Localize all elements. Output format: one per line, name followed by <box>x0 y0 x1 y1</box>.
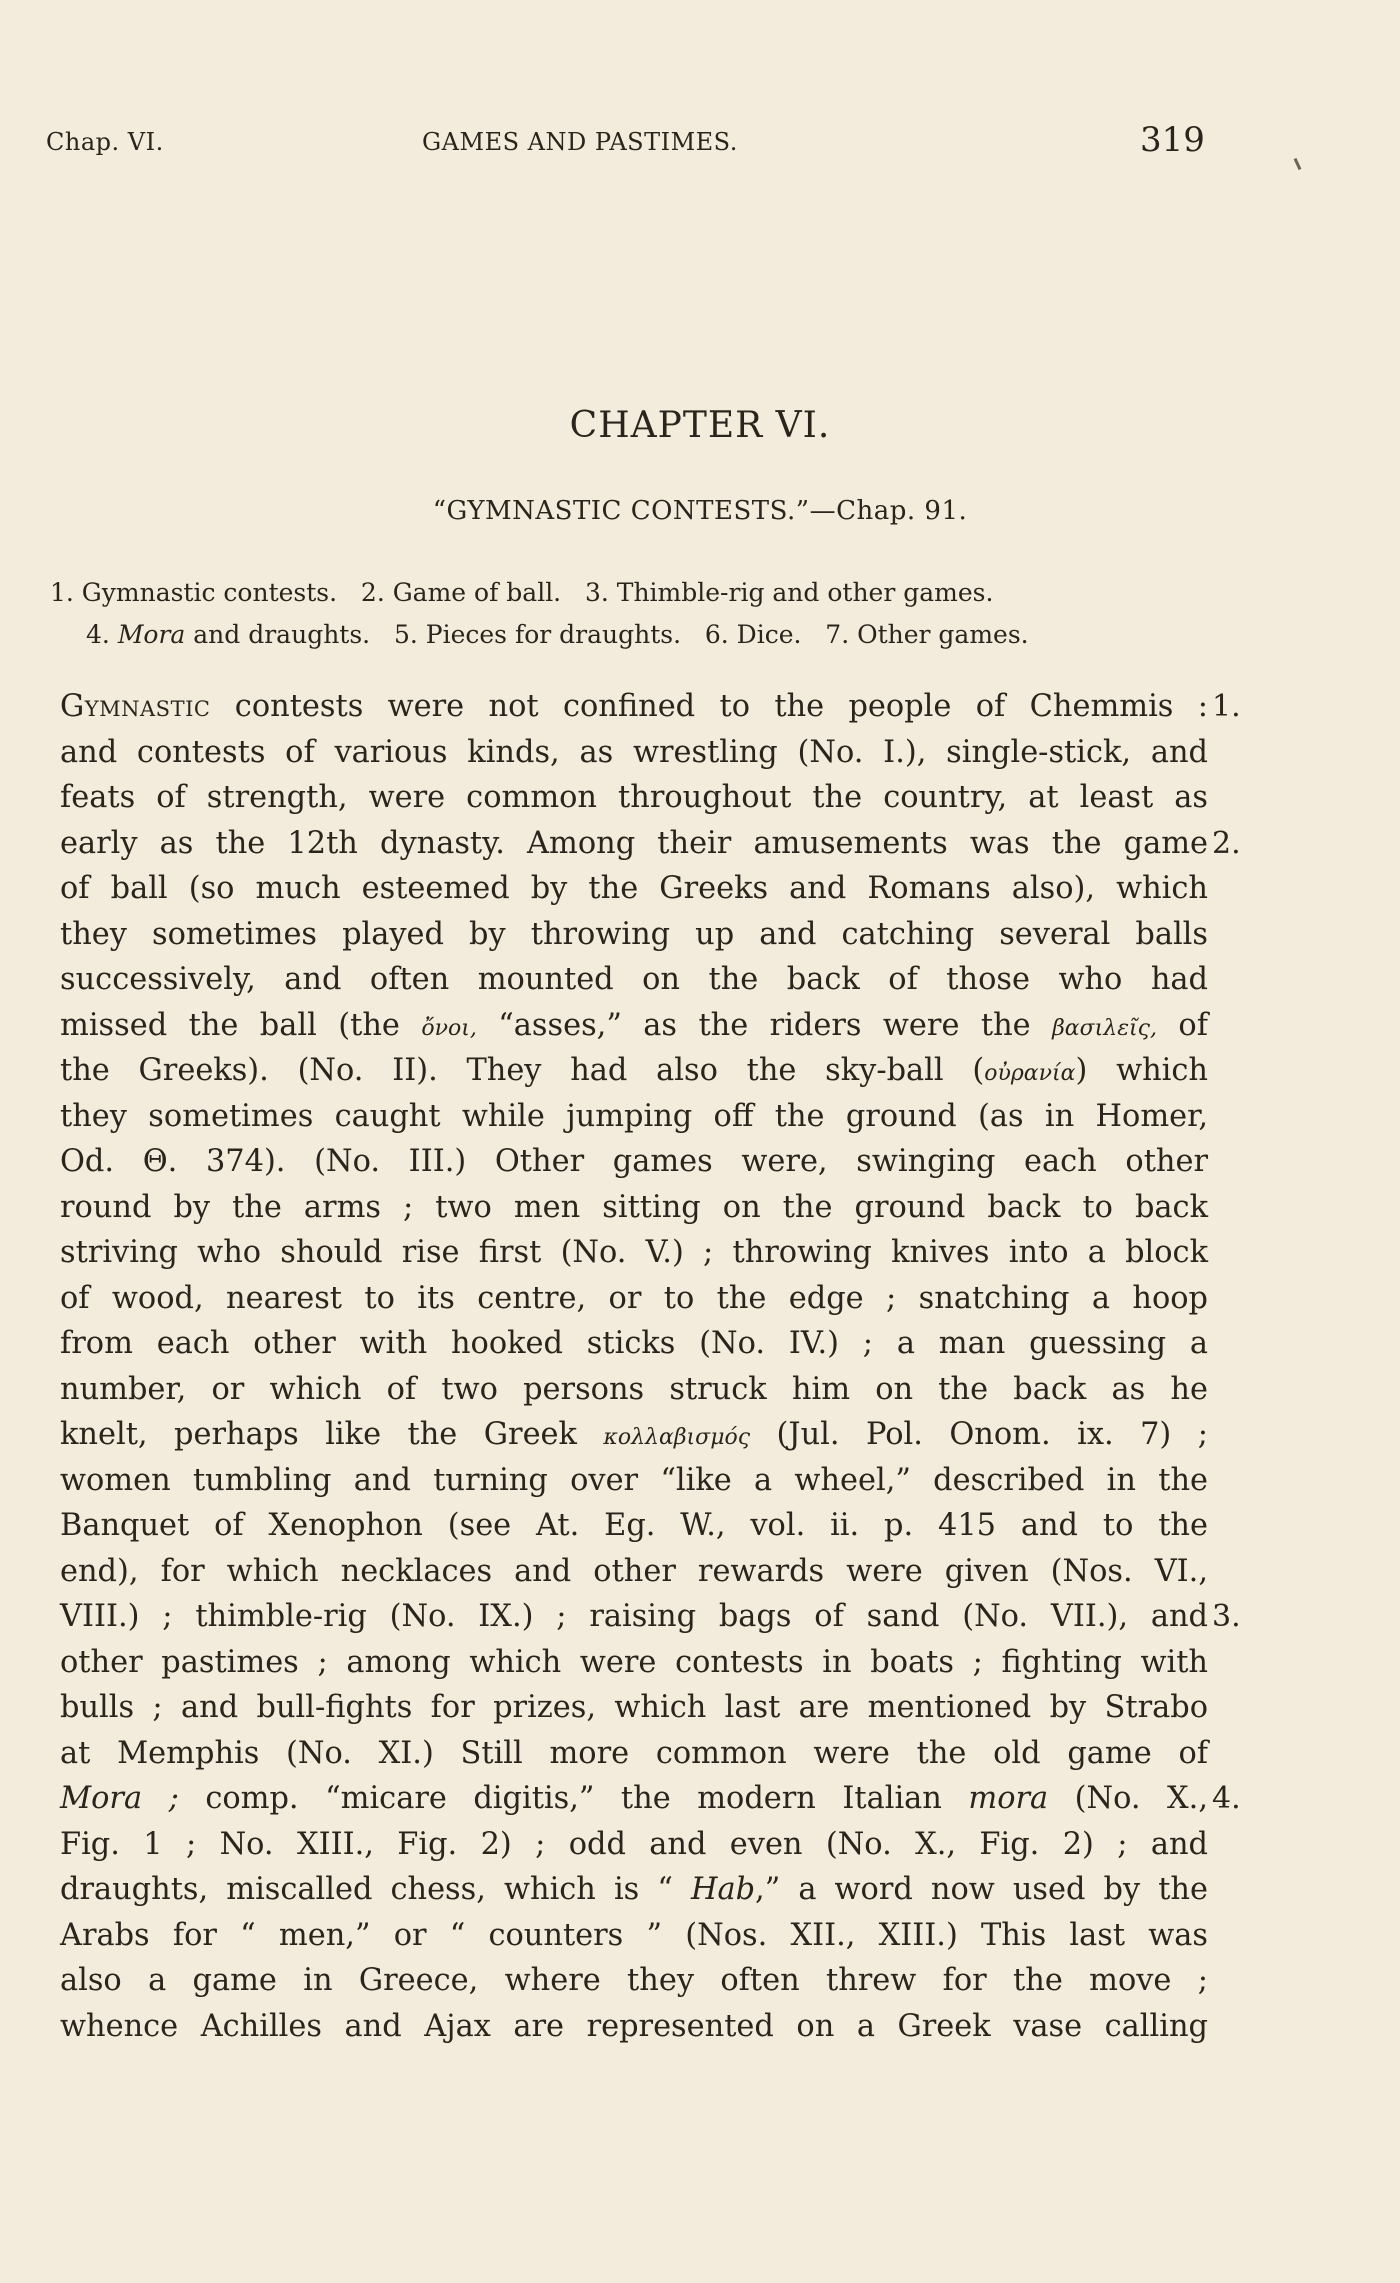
text-line: striving who should rise first (No. V.) ; throwing knives into a block <box>60 1235 1208 1270</box>
text-run: of <box>1157 1007 1208 1043</box>
text-line <box>60 1594 1241 1640</box>
text-line <box>60 684 1241 730</box>
text-line: Arabs for “ men,” or “ counters ” (Nos. XII., XIII.) This last was <box>60 1917 1208 1953</box>
margin-number: 1. <box>1212 689 1241 724</box>
text-line: feats of strength, were common throughout the country, at least as <box>60 780 1208 815</box>
text-line: end), for which necklaces and other rewards were given (Nos. VI., <box>60 1553 1208 1589</box>
italic-word: Mora ; <box>60 1781 179 1816</box>
text-line <box>60 1776 1241 1822</box>
text-line: of ball (so much esteemed by the Greeks and Romans also), which <box>60 871 1208 906</box>
greek-word: οὐρανία <box>984 1061 1076 1086</box>
text-run: comp. “micare digitis,” the modern Italian <box>178 1781 969 1816</box>
text-run: knelt, perhaps like the Greek <box>60 1417 604 1452</box>
text-run: “asses,” as the riders were the <box>476 1007 1053 1043</box>
text-line: successively, and often mounted on the back of those who had <box>60 962 1208 997</box>
text-line: Banquet of Xenophon (see At. Eg. W., vol. ii. p. 415 and to the <box>60 1508 1208 1543</box>
text-line: they sometimes played by throwing up and catching several balls <box>60 916 1208 952</box>
italic-word: Hab <box>690 1872 756 1907</box>
text-run: draughts, miscalled chess, which is “ <box>60 1872 691 1907</box>
text-line: number, or which of two persons struck him on the back as he <box>60 1371 1208 1407</box>
margin-number: 4. <box>1212 1781 1241 1816</box>
text-run: VIII.) ; thimble-rig (No. IX.) ; raising bags of sand (No. VII.), and <box>60 1599 1208 1634</box>
text-run: (No. X., <box>1048 1781 1208 1816</box>
text-line <box>60 821 1241 867</box>
contents-line-1: 1. Gymnastic contests. 2. Game of ball. 3. Thimble-rig and other games. <box>50 578 994 607</box>
text-line: Fig. 1 ; No. XIII., Fig. 2) ; odd and even (No. X., Fig. 2) ; and <box>60 1826 1208 1862</box>
text-line <box>60 1867 1208 1913</box>
greek-word: ὄνοι, <box>421 1015 477 1041</box>
text-line <box>60 1003 1208 1049</box>
chapter-subtitle: “GYMNASTIC CONTESTS.”—Chap. 91. <box>432 496 968 526</box>
page-number: 319 <box>1140 120 1205 160</box>
margin-number: 3. <box>1212 1599 1241 1634</box>
text-line: and contests of various kinds, as wrestling (No. I.), single-stick, and <box>60 734 1208 770</box>
text-line: from each other with hooked sticks (No. IV.) ; a man guessing a <box>60 1326 1208 1361</box>
drop-word: Gymnastic <box>60 689 211 724</box>
text-line: at Memphis (No. XI.) Still more common were the old game of <box>60 1735 1208 1771</box>
text-line: also a game in Greece, where they often threw for the move ; <box>60 1963 1208 1998</box>
contents-line-2-rest: and draughts. 5. Pieces for draughts. 6. Dice. 7. Other games. <box>185 620 1029 649</box>
running-head-title: GAMES AND PASTIMES. <box>422 128 738 156</box>
text-line: round by the arms ; two men sitting on the ground back to back <box>60 1189 1208 1225</box>
running-head <box>0 120 1400 164</box>
contents-line-2 <box>50 614 1280 656</box>
text-line: of wood, nearest to its centre, or to the edge ; snatching a hoop <box>60 1280 1208 1316</box>
text-run: (Jul. Pol. Onom. ix. 7) ; <box>750 1417 1208 1452</box>
greek-word: κολλαβισμός <box>603 1425 751 1450</box>
contents-line-2-italic: Mora <box>117 620 186 649</box>
margin-number: 2. <box>1212 825 1241 861</box>
greek-word: βασιλεῖς, <box>1052 1015 1157 1041</box>
text-run: ) which <box>1075 1053 1208 1088</box>
chapter-contents <box>50 572 1280 656</box>
body-text <box>60 684 1241 2049</box>
text-run: contests were not confined to the people of Chemmis : <box>210 689 1208 724</box>
text-line <box>60 1412 1208 1458</box>
text-run: missed the ball (the <box>60 1007 422 1043</box>
text-line: they sometimes caught while jumping off the ground (as in Homer, <box>60 1098 1208 1134</box>
text-line: bulls ; and bull-fights for prizes, which last are mentioned by Strabo <box>60 1690 1208 1725</box>
contents-line-2-number: 4. <box>86 620 118 649</box>
text-line: whence Achilles and Ajax are represented on a Greek vase calling <box>60 2008 1208 2044</box>
running-head-chapter: Chap. VI. <box>46 128 164 156</box>
text-line <box>60 1048 1208 1094</box>
text-run: ,” a word now used by the <box>755 1872 1208 1907</box>
text-line: women tumbling and turning over “like a wheel,” described in the <box>60 1462 1208 1498</box>
text-line: other pastimes ; among which were contests in boats ; fighting with <box>60 1644 1208 1680</box>
text-run: the Greeks). (No. II). They had also the sky-ball ( <box>60 1053 985 1088</box>
chapter-title: CHAPTER VI. <box>569 405 831 446</box>
text-line: Od. Θ. 374). (No. III.) Other games were, swinging each other <box>60 1144 1208 1179</box>
italic-word: mora <box>968 1781 1049 1816</box>
text-run: early as the 12th dynasty. Among their amusements was the game <box>60 825 1208 861</box>
